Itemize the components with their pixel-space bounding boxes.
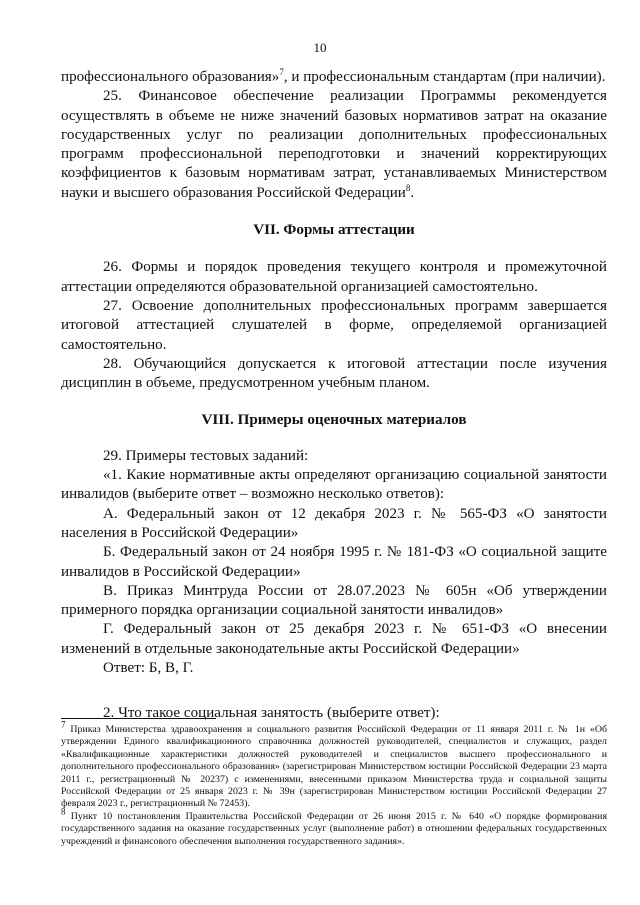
question-1-option-b: Б. Федеральный закон от 24 ноября 1995 г. № 181-ФЗ «О социальной защите инвалидов в Российской Федерации» [61,544,607,580]
footnote-8-text: Пункт 10 постановления Правительства Российской Федерации от 26 июня 2015 г. № 640 «О порядке формирования государственного задания на оказание государственных услуг (выполнение работ) в отношении федеральных государственных учреждений и финансового обеспечения выполнения государственного задания». [61,810,608,847]
section-8-heading: VIII. Примеры оценочных материалов [201,412,467,429]
paragraph-28: 28. Обучающийся допускается к итоговой аттестации после изучения дисциплин в объеме, предусмотренном учебным планом. [61,355,607,392]
paragraph-continuation [61,68,607,87]
footnote-separator [61,718,216,719]
footnote-ref-7: 7 [279,66,284,77]
footnote-8-mark: 8 [61,806,66,817]
footnotes [61,719,608,848]
footnote-8 [61,806,608,848]
paragraph-29: 29. Примеры тестовых заданий: [103,447,309,464]
paragraph-27: 27. Освоение дополнительных профессиональных программ завершается итоговой аттестацией слушателей в форме, определяемой организацией самостоятельно. [61,297,607,353]
question-1-option-d: Г. Федеральный закон от 25 декабря 2023 г. № 651-ФЗ «О внесении изменений в отдельные законодательные акты Российской Федерации» [61,621,607,657]
paragraph-25-text: 25. Финансовое обеспечение реализации Программы рекомендуется осуществлять в объеме не ниже значений базовых нормативов затрат на оказание государственных услуг по реализации дополнительных профессиональных программ профессиональной переподготовки и значений корректирующих коэффициентов к базовым нормативам затрат, устанавливаемых Министерством науки и высшего образования Российской Федерации [61,88,607,201]
document-body [61,68,607,724]
question-2: 2. Что такое социальная занятость (выберите ответ): [103,705,440,722]
footnote-7 [61,719,607,811]
footnote-ref-8: 8 [405,182,411,193]
page-number: 10 [313,40,327,55]
paragraph-26: 26. Формы и порядок проведения текущего контроля и промежуточной аттестации определяются образовательной организацией самостоятельно. [61,259,607,295]
paragraph-continuation-tail: , и профессиональным стандартам (при наличии). [283,69,606,85]
question-1-option-a: А. Федеральный закон от 12 декабря 2023 г. № 565-ФЗ «О занятости населения в Российской Федерации» [61,505,607,541]
question-1-answer: Ответ: Б, В, Г. [103,660,194,677]
footnote-7-mark: 7 [61,719,66,730]
paragraph-25-tail: . [410,184,415,201]
footnote-7-text: Приказ Министерства здравоохранения и социального развития Российской Федерации от 11 января 2011 г. № 1н «Об утверждении Единого квалификационного справочника должностей руководителей, специалистов и служащих, раздел «Квалификационные характеристики должностей руководителей и специалистов высшего профессионального и дополнительного профессионального образования» (зарегистрирован Министерством юстиции Российской Федерации 23 марта 2011 г., регистрационный № 20237) с изменениями, внесенными приказом Министерства труда и социальной защиты Российской Федерации от 25 января 2023 г. № 39н (зарегистрирован Министерством юстиции Российской Федерации 27 февраля 2023 г., регистрационный № 72453). [61,724,607,810]
spacer [61,678,607,704]
paragraph-continuation-text: профессионального образования» [61,69,280,85]
question-1-option-c: В. Приказ Минтруда России от 28.07.2023 № 605н «Об утверждении примерного порядка организации социальной занятости инвалидов» [61,582,607,619]
section-7-heading: VII. Формы аттестации [253,222,415,239]
paragraph-25 [61,87,607,203]
question-1: «1. Какие нормативные акты определяют организацию социальной занятости инвалидов (выберите ответ – возможно несколько ответов): [61,467,607,503]
